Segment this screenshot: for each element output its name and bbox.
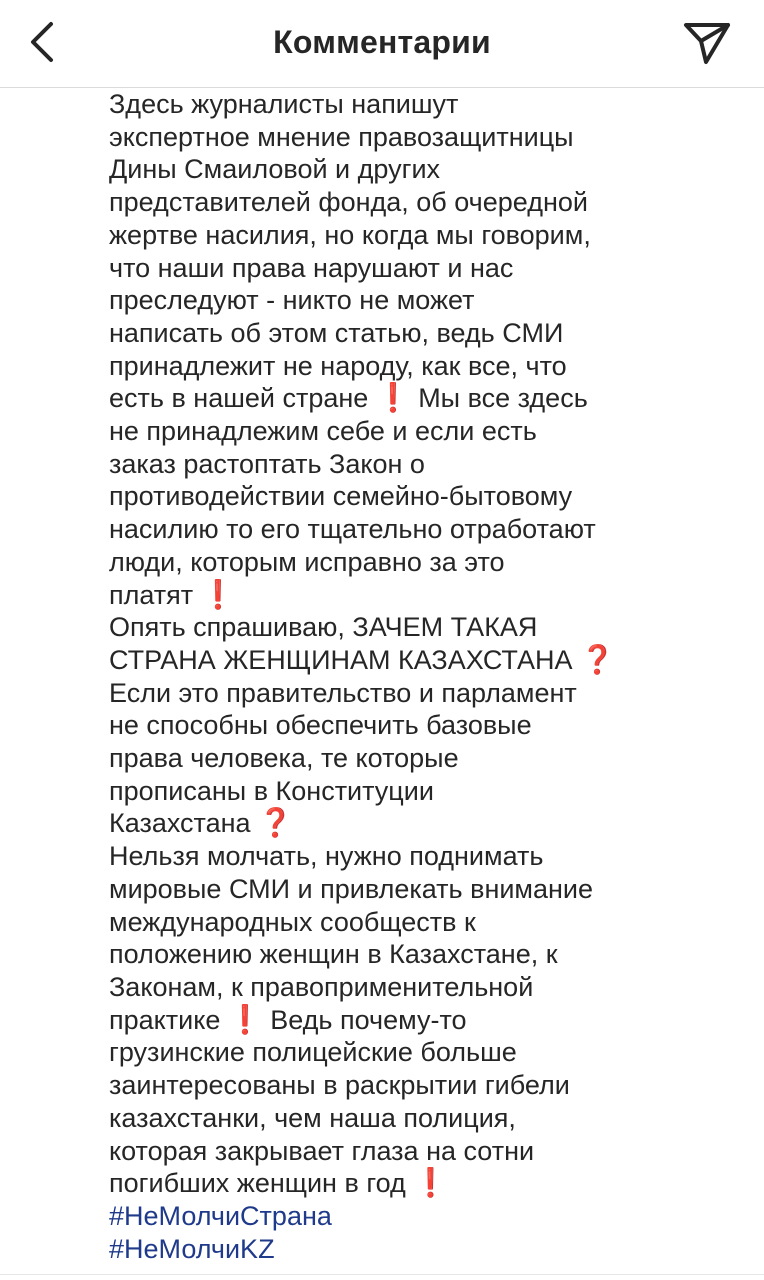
comment-line — [109, 677, 749, 710]
header-bar — [0, 0, 764, 88]
comment-text: Дины Смаиловой и других — [109, 154, 441, 185]
exclamation-emoji-icon: ❗ — [227, 1003, 263, 1035]
comment-line — [109, 938, 749, 971]
comment-line — [109, 252, 749, 285]
comment-text: жертве насилия, но когда мы говорим, — [109, 219, 591, 250]
comment-line — [109, 153, 749, 186]
comment-paragraph — [109, 611, 749, 840]
comment-body — [109, 88, 749, 1265]
comment-line — [109, 611, 749, 644]
comment-text: мировые СМИ и привлекать внимание — [109, 873, 594, 904]
comment-text: преследуют - никто не может — [109, 285, 475, 316]
comment-text: заинтересованы в раскрытии гибели — [109, 1070, 570, 1101]
comment-text: экспертное мнение правозащитницы — [109, 121, 574, 152]
comment-text: люди, которым исправно за это — [109, 546, 505, 577]
comment-line — [109, 1069, 749, 1102]
comment-text: Нельзя молчать, нужно поднимать — [109, 841, 544, 872]
comment-text: практике — [109, 1004, 228, 1035]
comment-text: противодействии семейно-бытовому — [109, 481, 573, 512]
comment-line — [109, 219, 749, 252]
comment-line — [109, 513, 749, 546]
comment-text: представителей фонда, об очередной — [109, 187, 588, 218]
comment-line — [109, 448, 749, 481]
comment-line — [109, 317, 749, 350]
exclamation-emoji-icon: ❗ — [375, 382, 411, 414]
comment-text: написать об этом статью, ведь СМИ — [109, 317, 564, 348]
hashtag-link[interactable]: #НеМолчиСтрана — [109, 1200, 332, 1231]
comment-line — [109, 1135, 749, 1168]
comment-line — [109, 906, 749, 939]
comment-line — [109, 1036, 749, 1069]
comment-text: Казахстана — [109, 808, 259, 839]
exclamation-emoji-icon: ❗ — [200, 578, 236, 610]
comment-line — [109, 644, 749, 677]
comment-line — [109, 840, 749, 873]
comment-text: погибших женщин в год — [109, 1168, 414, 1199]
comment-text: Здесь журналисты напишут — [109, 89, 459, 119]
comment-text: Мы все здесь — [410, 383, 588, 414]
comment-line — [109, 775, 749, 808]
paper-plane-icon — [682, 20, 732, 66]
comment-line — [109, 971, 749, 1004]
comment-paragraph — [109, 840, 749, 1200]
comment-line — [109, 88, 749, 121]
comment-text: насилию то его тщательно отработают — [109, 514, 596, 545]
comment-line — [109, 709, 749, 742]
question-emoji-icon: ❓ — [258, 807, 293, 839]
comment-text: Опять спрашиваю, ЗАЧЕМ ТАКАЯ — [109, 612, 538, 643]
comment-text: права человека, те которые — [109, 743, 459, 774]
comment-text: Если это правительство и парламент — [109, 677, 577, 708]
comment-paragraph — [109, 88, 749, 611]
comment-line — [109, 480, 749, 513]
comment-line — [109, 742, 749, 775]
comment-text: не способны обеспечить базовые — [109, 710, 532, 741]
comment-line — [109, 284, 749, 317]
comment-line — [109, 807, 749, 840]
comment-text: заказ растоптать Закон о — [109, 448, 425, 479]
comment-line — [109, 186, 749, 219]
comment-text: что наши права нарушают и нас — [109, 252, 514, 283]
share-button[interactable] — [678, 16, 736, 70]
comment-line — [109, 415, 749, 448]
comment-text: прописаны в Конституции — [109, 775, 434, 806]
comment-text: Ведь почему-то — [262, 1004, 467, 1035]
comment-line — [109, 873, 749, 906]
comment-text: принадлежит не народу, как все, что — [109, 350, 567, 381]
exclamation-emoji-icon: ❗ — [413, 1167, 449, 1199]
comment-text: которая закрывает глаза на сотни — [109, 1135, 535, 1166]
comment-line — [109, 546, 749, 579]
question-emoji-icon: ❓ — [580, 643, 615, 675]
comment-text: Законам, к правоприменительной — [109, 971, 534, 1002]
comment-text: не принадлежим себе и если есть — [109, 416, 537, 447]
comment-text: казахстанки, чем наша полиция, — [109, 1102, 516, 1133]
comment-line — [109, 1004, 749, 1037]
comment-line — [109, 350, 749, 383]
comment-line — [109, 121, 749, 154]
comment-line — [109, 382, 749, 415]
page-title: Комментарии — [273, 24, 491, 60]
comment-line — [109, 1167, 749, 1200]
comment-text: грузинские полицейские больше — [109, 1037, 517, 1068]
comment-line — [109, 579, 749, 612]
hashtag-link[interactable]: #НеМолчиKZ — [109, 1233, 275, 1264]
comment-text: СТРАНА ЖЕНЩИНАМ КАЗАХСТАНА — [109, 644, 581, 675]
divider — [0, 1274, 764, 1275]
comment-text: положению женщин в Казахстане, к — [109, 939, 558, 970]
comment-text: международных сообществ к — [109, 906, 476, 937]
comment-text: платят — [109, 579, 201, 610]
comment-line — [109, 1102, 749, 1135]
comment-text: есть в нашей стране — [109, 383, 376, 414]
